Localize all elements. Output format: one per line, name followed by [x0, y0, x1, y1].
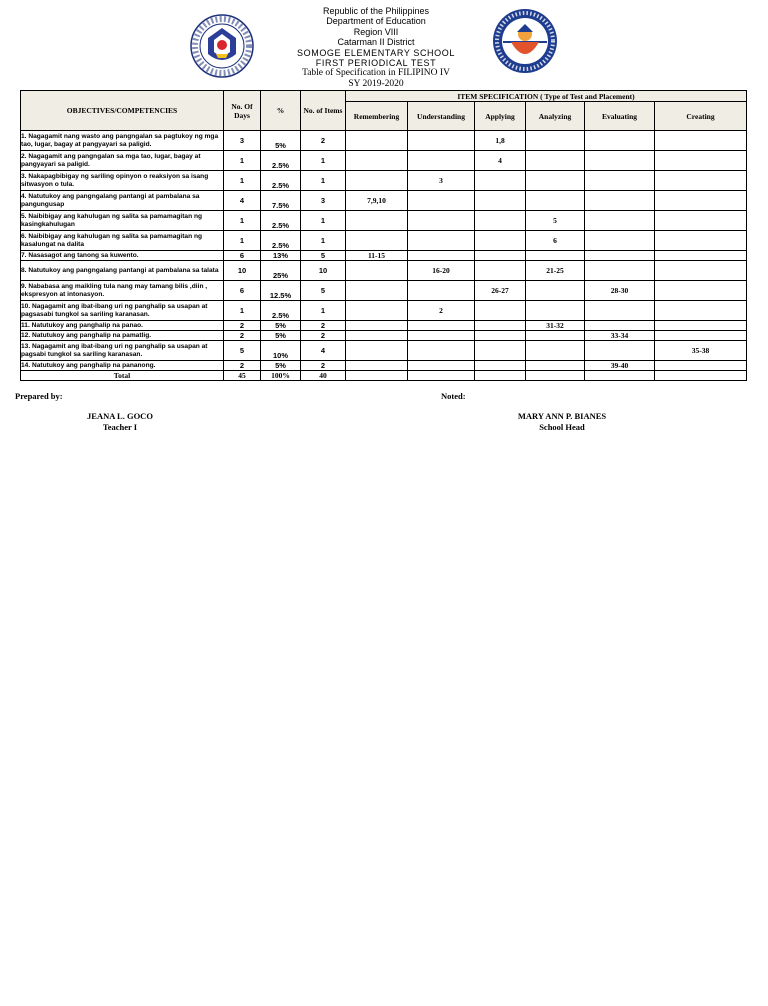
header-item-specification: ITEM SPECIFICATION ( Type of Test and Placement): [346, 91, 747, 102]
evaluating-cell: [585, 251, 655, 261]
analyzing-cell: 6: [526, 231, 585, 251]
percent-cell: 2.5%: [261, 171, 301, 191]
header-objectives: OBJECTIVES/COMPETENCIES: [21, 91, 224, 131]
days-cell: 3: [224, 131, 261, 151]
evaluating-cell: [585, 171, 655, 191]
days-cell: 1: [224, 211, 261, 231]
analyzing-cell: [526, 361, 585, 371]
table-row: [21, 361, 747, 371]
analyzing-cell: [526, 341, 585, 361]
objective-cell: 1. Nagagamit nang wasto ang pangngalan sa pagtukoy ng mga tao, lugar, bagay at pangyayari sa paligid.: [21, 131, 224, 151]
table-row: [21, 281, 747, 301]
understanding-cell: 16-20: [408, 261, 475, 281]
total-empty-cell: [346, 371, 408, 381]
table-row: [21, 261, 747, 281]
remembering-cell: 7,9,10: [346, 191, 408, 211]
creating-cell: 35-38: [655, 341, 747, 361]
header-school: SOMOGE ELEMENTARY SCHOOL: [297, 47, 455, 58]
header-percent: %: [261, 91, 301, 131]
applying-cell: [475, 231, 526, 251]
header-district: Catarman II District: [337, 37, 415, 48]
objective-cell: 4. Natutukoy ang pangngalang pantangi at pambalana sa pangungusap: [21, 191, 224, 211]
days-cell: 1: [224, 171, 261, 191]
analyzing-cell: [526, 301, 585, 321]
total-empty-cell: [655, 371, 747, 381]
table-row: [21, 331, 747, 341]
items-cell: 5: [301, 251, 346, 261]
table-row: [21, 301, 747, 321]
table-row: [21, 231, 747, 251]
understanding-cell: 3: [408, 171, 475, 191]
preparer-signature-block: [60, 411, 180, 433]
analyzing-cell: 5: [526, 211, 585, 231]
percent-cell: 13%: [261, 251, 301, 261]
analyzing-cell: [526, 331, 585, 341]
percent-cell: 2.5%: [261, 301, 301, 321]
creating-cell: [655, 281, 747, 301]
header-analyzing: Analyzing: [526, 102, 585, 131]
school-head-title: School Head: [539, 422, 585, 432]
remembering-cell: [346, 131, 408, 151]
total-empty-cell: [526, 371, 585, 381]
items-cell: 10: [301, 261, 346, 281]
applying-cell: [475, 331, 526, 341]
table-row: [21, 151, 747, 171]
header-school-year: SY 2019-2020: [348, 78, 404, 89]
applying-cell: [475, 301, 526, 321]
analyzing-cell: 21-25: [526, 261, 585, 281]
header-applying: Applying: [475, 102, 526, 131]
percent-cell: 5%: [261, 131, 301, 151]
applying-cell: [475, 171, 526, 191]
items-cell: 1: [301, 211, 346, 231]
total-days: 45: [224, 371, 261, 381]
objective-cell: 13. Nagagamit ang ibat-ibang uri ng panghalip sa usapan at pagsabi tungkol sa sariling karanasan.: [21, 341, 224, 361]
creating-cell: [655, 361, 747, 371]
understanding-cell: [408, 191, 475, 211]
table-row: [21, 341, 747, 361]
objective-cell: 6. Naibibigay ang kahulugan ng salita sa pamamagitan ng kasalungat na dalita: [21, 231, 224, 251]
objective-cell: 2. Nagagamit ang pangngalan sa mga tao, lugar, bagay at pangyayari sa paligid.: [21, 151, 224, 171]
days-cell: 2: [224, 331, 261, 341]
percent-cell: 12.5%: [261, 281, 301, 301]
percent-cell: 7.5%: [261, 191, 301, 211]
header-department: Department of Education: [326, 16, 426, 27]
understanding-cell: [408, 341, 475, 361]
applying-cell: 26-27: [475, 281, 526, 301]
understanding-cell: [408, 151, 475, 171]
analyzing-cell: [526, 251, 585, 261]
remembering-cell: [346, 361, 408, 371]
days-cell: 5: [224, 341, 261, 361]
objective-cell: 7. Nasasagot ang tanong sa kuwento.: [21, 251, 224, 261]
creating-cell: [655, 331, 747, 341]
remembering-cell: 11-15: [346, 251, 408, 261]
objective-cell: 10. Nagagamit ang ibat-ibang uri ng panghalip sa usapan at pagsasabi tungkol sa sariling karanasan.: [21, 301, 224, 321]
creating-cell: [655, 251, 747, 261]
percent-cell: 2.5%: [261, 151, 301, 171]
days-cell: 1: [224, 231, 261, 251]
total-empty-cell: [475, 371, 526, 381]
days-cell: 10: [224, 261, 261, 281]
objective-cell: 5. Naibibigay ang kahulugan ng salita sa pamamagitan ng kasingkahulugan: [21, 211, 224, 231]
items-cell: 2: [301, 131, 346, 151]
applying-cell: [475, 361, 526, 371]
objective-cell: 14. Natutukoy ang panghalip na pananong.: [21, 361, 224, 371]
creating-cell: [655, 151, 747, 171]
header-region: Region VIII: [353, 26, 399, 37]
applying-cell: [475, 251, 526, 261]
percent-cell: 10%: [261, 341, 301, 361]
days-cell: 6: [224, 251, 261, 261]
table-row: [21, 131, 747, 151]
header-test: FIRST PERIODICAL TEST: [315, 58, 437, 69]
remembering-cell: [346, 211, 408, 231]
items-cell: 1: [301, 231, 346, 251]
total-empty-cell: [585, 371, 655, 381]
noted-label: Noted:: [441, 391, 466, 401]
total-row: [21, 371, 747, 381]
header-remembering: Remembering: [346, 102, 408, 131]
applying-cell: 1,8: [475, 131, 526, 151]
applying-cell: [475, 211, 526, 231]
remembering-cell: [346, 321, 408, 331]
evaluating-cell: 33-34: [585, 331, 655, 341]
table-row: [21, 171, 747, 191]
remembering-cell: [346, 331, 408, 341]
percent-cell: 2.5%: [261, 231, 301, 251]
specification-table: [20, 90, 747, 381]
evaluating-cell: 28-30: [585, 281, 655, 301]
table-row: [21, 211, 747, 231]
applying-cell: [475, 191, 526, 211]
analyzing-cell: [526, 281, 585, 301]
total-items: 40: [301, 371, 346, 381]
header-understanding: Understanding: [408, 102, 475, 131]
days-cell: 6: [224, 281, 261, 301]
items-cell: 5: [301, 281, 346, 301]
creating-cell: [655, 131, 747, 151]
remembering-cell: [346, 341, 408, 361]
days-cell: 2: [224, 361, 261, 371]
creating-cell: [655, 211, 747, 231]
percent-cell: 5%: [261, 321, 301, 331]
understanding-cell: [408, 321, 475, 331]
school-head-name: MARY ANN P. BIANES: [517, 411, 607, 421]
items-cell: 1: [301, 171, 346, 191]
header-items: No. of Items: [301, 91, 346, 131]
understanding-cell: [408, 131, 475, 151]
understanding-cell: [408, 361, 475, 371]
understanding-cell: [408, 331, 475, 341]
applying-cell: [475, 341, 526, 361]
remembering-cell: [346, 261, 408, 281]
applying-cell: 4: [475, 151, 526, 171]
percent-cell: 2.5%: [261, 211, 301, 231]
analyzing-cell: [526, 131, 585, 151]
total-label: Total: [21, 371, 224, 381]
remembering-cell: [346, 151, 408, 171]
understanding-cell: 2: [408, 301, 475, 321]
analyzing-cell: 31-32: [526, 321, 585, 331]
percent-cell: 5%: [261, 331, 301, 341]
evaluating-cell: [585, 151, 655, 171]
items-cell: 2: [301, 361, 346, 371]
items-cell: 3: [301, 191, 346, 211]
evaluating-cell: [585, 321, 655, 331]
objective-cell: 12. Natutukoy ang panghalip na pamatlig.: [21, 331, 224, 341]
creating-cell: [655, 191, 747, 211]
days-cell: 1: [224, 151, 261, 171]
evaluating-cell: [585, 191, 655, 211]
total-empty-cell: [408, 371, 475, 381]
header-evaluating: Evaluating: [585, 102, 655, 131]
header-republic: Republic of the Philippines: [322, 6, 430, 16]
understanding-cell: [408, 211, 475, 231]
items-cell: 4: [301, 341, 346, 361]
preparer-title: Teacher I: [102, 422, 138, 432]
objective-cell: 8. Natutukoy ang pangngalang pantangi at pambalana sa talata: [21, 261, 224, 281]
preparer-name: JEANA L. GOCO: [87, 411, 153, 421]
evaluating-cell: [585, 211, 655, 231]
understanding-cell: [408, 281, 475, 301]
remembering-cell: [346, 281, 408, 301]
evaluating-cell: [585, 131, 655, 151]
evaluating-cell: [585, 261, 655, 281]
evaluating-cell: [585, 301, 655, 321]
days-cell: 1: [224, 301, 261, 321]
items-cell: 1: [301, 151, 346, 171]
days-cell: 2: [224, 321, 261, 331]
evaluating-cell: [585, 341, 655, 361]
table-row: [21, 251, 747, 261]
header-subject: Table of Specification in FILIPINO IV: [302, 68, 450, 79]
analyzing-cell: [526, 191, 585, 211]
percent-cell: 5%: [261, 361, 301, 371]
understanding-cell: [408, 251, 475, 261]
creating-cell: [655, 171, 747, 191]
school-head-signature-block: [502, 411, 622, 433]
table-row: [21, 321, 747, 331]
prepared-by-label: Prepared by:: [15, 391, 63, 401]
creating-cell: [655, 231, 747, 251]
understanding-cell: [408, 231, 475, 251]
creating-cell: [655, 321, 747, 331]
total-percent: 100%: [261, 371, 301, 381]
objective-cell: 9. Nababasa ang maikling tula nang may tamang bilis ,diin , ekspresyon at intonasyon.: [21, 281, 224, 301]
percent-cell: 25%: [261, 261, 301, 281]
remembering-cell: [346, 301, 408, 321]
header-days: No. Of Days: [224, 91, 261, 131]
items-cell: 2: [301, 331, 346, 341]
creating-cell: [655, 261, 747, 281]
evaluating-cell: [585, 231, 655, 251]
items-cell: 2: [301, 321, 346, 331]
document-header: [230, 6, 522, 89]
creating-cell: [655, 301, 747, 321]
applying-cell: [475, 321, 526, 331]
evaluating-cell: 39-40: [585, 361, 655, 371]
analyzing-cell: [526, 151, 585, 171]
applying-cell: [475, 261, 526, 281]
objective-cell: 3. Nakapagbibigay ng sariling opinyon o reaksiyon sa isang sitwasyon o tula.: [21, 171, 224, 191]
days-cell: 4: [224, 191, 261, 211]
remembering-cell: [346, 231, 408, 251]
table-row: [21, 191, 747, 211]
objective-cell: 11. Natutukoy ang panghalip na panao.: [21, 321, 224, 331]
header-creating: Creating: [655, 102, 747, 131]
items-cell: 1: [301, 301, 346, 321]
remembering-cell: [346, 171, 408, 191]
analyzing-cell: [526, 171, 585, 191]
